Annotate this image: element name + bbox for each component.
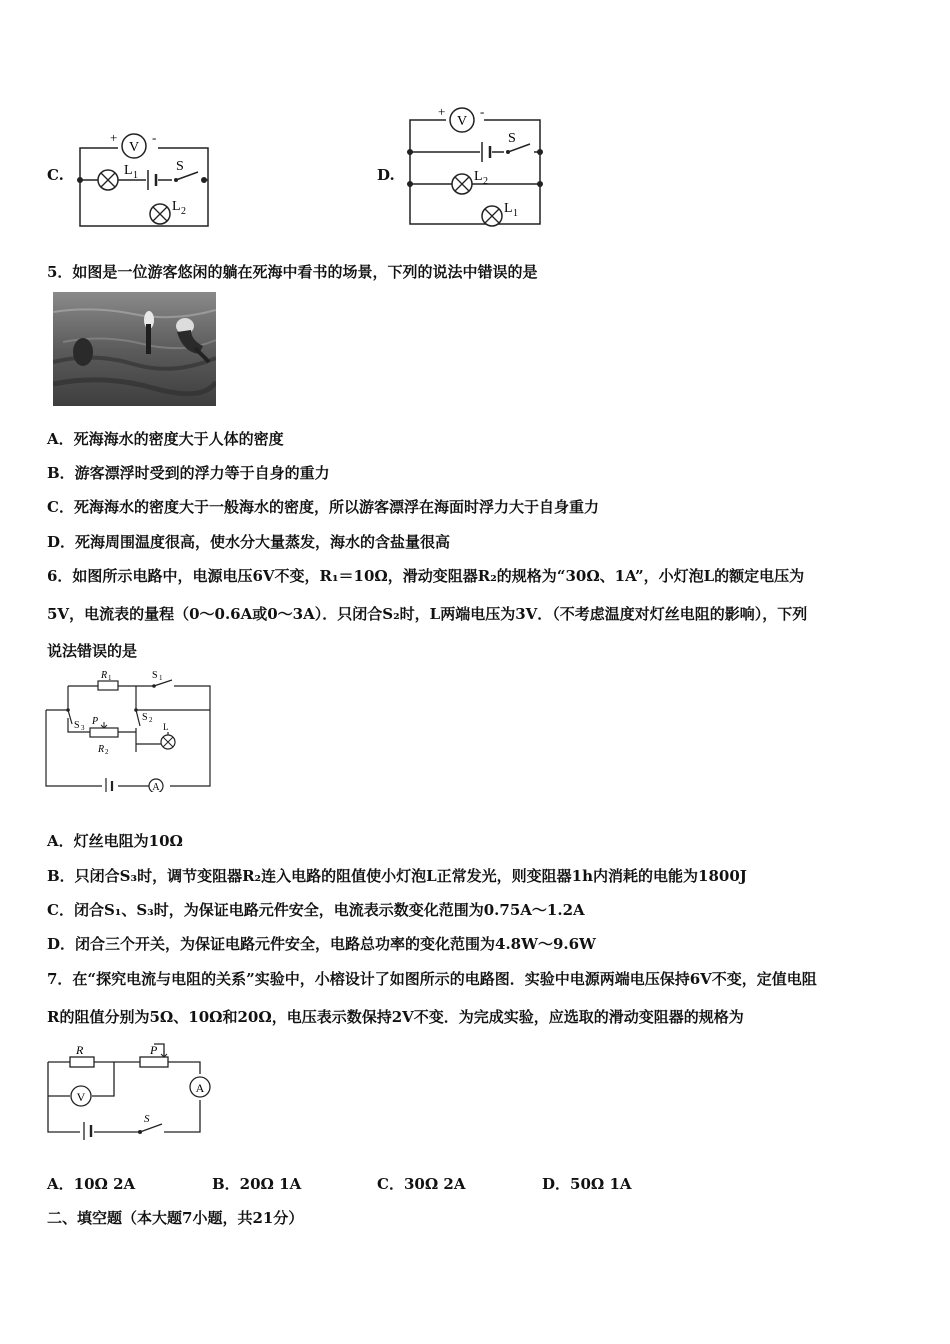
q6-option-a: A．灯丝电阻为10Ω [47,832,183,850]
svg-text:1: 1 [133,170,138,181]
svg-text:R: R [76,1043,84,1057]
circuit-diagram-q6 [44,668,216,792]
svg-text:S: S [152,670,158,681]
circuit-diagram-c [72,126,212,230]
circuit-diagram-d [404,100,544,230]
svg-text:V: V [128,140,140,155]
svg-text:2: 2 [483,176,488,187]
svg-text:P: P [150,1043,158,1057]
svg-text:+: + [438,104,446,119]
svg-text:P: P [92,716,99,727]
svg-text:3: 3 [81,724,85,732]
option-d-label: D. [377,166,395,184]
svg-text:1: 1 [159,674,163,682]
q7-option-b: B．20Ω 1A [212,1175,302,1193]
q6-stem-line3: 说法错误的是 [47,642,138,660]
q7-option-d: D．50Ω 1A [542,1175,632,1193]
svg-text:R: R [98,744,105,755]
svg-text:1: 1 [108,674,112,682]
svg-text:V: V [76,1090,86,1104]
q5-option-c: C．死海海水的密度大于一般海水的密度，所以游客漂浮在海面时浮力大于自身重力 [47,498,599,516]
svg-text:2: 2 [181,206,186,217]
q6-option-c: C．闭合S₁、S₃时，为保证电路元件安全，电流表示数变化范围为0.75A～1.2A [47,901,585,919]
svg-text:A: A [152,782,160,792]
q7-option-c: C．30Ω 2A [377,1175,466,1193]
switch-s2-icon [136,710,140,726]
svg-text:L: L [474,169,483,184]
svg-text:S: S [144,1113,150,1125]
svg-text:-: - [152,130,157,145]
q6-stem-line2: 5V，电流表的量程（0～0.6A或0～3A）．只闭合S₂时，L两端电压为3V．（不考虑温度对灯丝电阻的影响），下列 [47,605,808,623]
svg-text:+: + [110,130,118,145]
svg-text:2: 2 [105,748,109,756]
switch-icon [140,1124,162,1132]
svg-text:L: L [124,163,133,178]
svg-text:L: L [172,199,181,214]
svg-text:S: S [176,159,184,174]
q5-option-b: B．游客漂浮时受到的浮力等于自身的重力 [47,464,330,482]
svg-text:S: S [508,131,516,146]
q6-option-b: B．只闭合S₃时，调节变阻器R₂连入电路的阻值使小灯泡L正常发光，则变阻器1h内消耗的电能为1800J [47,867,747,885]
rheostat-r2-icon [90,728,118,737]
dead-sea-photo [53,292,216,406]
q7-stem-line1: 7．在“探究电流与电阻的关系”实验中，小榕设计了如图所示的电路图．实验中电源两端电压保持6V不变，定值电阻 [47,970,817,988]
q5-option-a: A．死海海水的密度大于人体的密度 [47,430,284,448]
svg-text:-: - [480,104,485,119]
svg-text:2: 2 [149,716,153,724]
q7-stem-line2: R的阻值分别为5Ω、10Ω和20Ω，电压表示数保持2V不变．为完成实验，应选取的滑动变阻器的规格为 [47,1008,744,1026]
svg-text:L: L [504,201,513,216]
svg-text:R: R [101,670,108,681]
svg-text:S: S [74,720,80,731]
q5-option-d: D．死海周围温度很高，使水分大量蒸发，海水的含盐量很高 [47,533,451,551]
svg-text:S: S [142,712,148,723]
svg-text:1: 1 [513,208,518,219]
section-2-heading: 二、填空题（本大题7小题，共21分） [47,1209,304,1227]
q5-stem: 5．如图是一位游客悠闲的躺在死海中看书的场景，下列的说法中错误的是 [47,263,538,281]
resistor-r1-icon [98,681,118,690]
option-c-label: C. [47,166,64,184]
svg-text:A: A [195,1081,205,1095]
svg-text:V: V [456,114,468,129]
q6-option-d: D．闭合三个开关，为保证电路元件安全，电路总功率的变化范围为4.8W～9.6W [47,935,596,953]
svg-text:L: L [163,722,169,732]
rheostat-icon [140,1057,168,1067]
circuit-diagram-q7 [44,1038,216,1140]
q6-stem-line1: 6．如图所示电路中，电源电压6V不变，R₁＝10Ω，滑动变阻器R₂的规格为“30Ω、1A”，小灯泡L的额定电压为 [47,567,805,585]
q7-option-a: A．10Ω 2A [47,1175,136,1193]
resistor-r-icon [70,1057,94,1067]
